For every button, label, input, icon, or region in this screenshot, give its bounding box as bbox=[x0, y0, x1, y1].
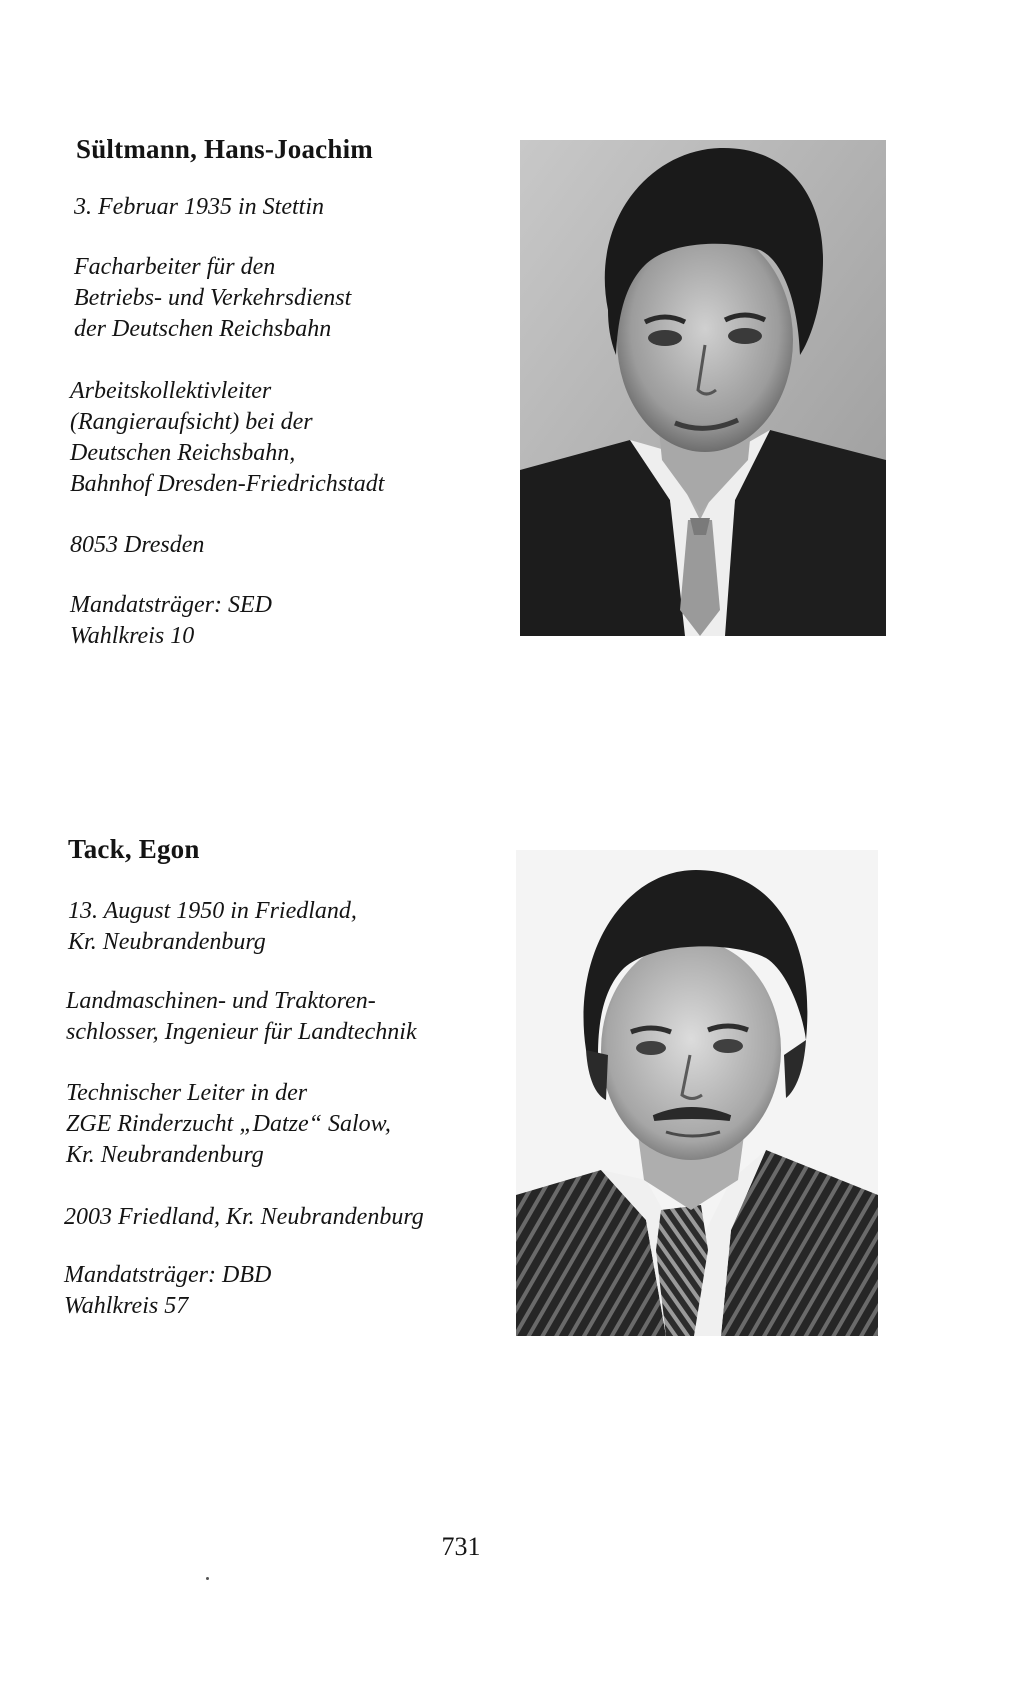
position-line: ZGE Rinderzucht „Datze“ Salow, bbox=[66, 1111, 391, 1137]
portrait-photo-icon bbox=[516, 850, 878, 1336]
mandate-line: Wahlkreis 10 bbox=[70, 623, 195, 649]
birth-line: Kr. Neubrandenburg bbox=[68, 929, 266, 955]
residence-line: 8053 Dresden bbox=[70, 532, 205, 558]
entry-birth bbox=[68, 896, 357, 958]
training-line: Facharbeiter für den bbox=[74, 254, 276, 280]
entry-mandate bbox=[70, 590, 272, 652]
entry-birth bbox=[74, 192, 324, 223]
entry-residence bbox=[70, 530, 204, 561]
entry-position bbox=[70, 376, 384, 500]
position-line: (Rangieraufsicht) bei der bbox=[70, 409, 313, 435]
entry-residence bbox=[64, 1202, 424, 1233]
position-line: Kr. Neubrandenburg bbox=[66, 1142, 264, 1168]
training-line: der Deutschen Reichsbahn bbox=[74, 316, 332, 342]
page-number: 731 bbox=[441, 1532, 481, 1561]
position-line: Arbeitskollektivleiter bbox=[70, 378, 272, 404]
position-line: Deutschen Reichsbahn, bbox=[70, 440, 296, 466]
mandate-line: Mandatsträger: SED bbox=[70, 592, 272, 618]
mandate-line: Wahlkreis 57 bbox=[64, 1293, 189, 1319]
training-line: Landmaschinen- und Traktoren- bbox=[66, 988, 376, 1014]
position-line: Technischer Leiter in der bbox=[66, 1080, 308, 1106]
entry-name: Tack, Egon bbox=[68, 834, 200, 864]
position-line: Bahnhof Dresden-Friedrichstadt bbox=[70, 471, 385, 497]
portrait-photo-icon bbox=[520, 140, 886, 636]
training-line: schlosser, Ingenieur für Landtechnik bbox=[66, 1019, 417, 1045]
entry-training bbox=[74, 252, 351, 345]
residence-line: 2003 Friedland, Kr. Neubrandenburg bbox=[64, 1204, 424, 1230]
scan-speck bbox=[206, 1577, 209, 1580]
entry-position bbox=[66, 1078, 391, 1171]
entry-training bbox=[66, 986, 417, 1048]
entry-mandate bbox=[64, 1260, 271, 1322]
entry-name: Sültmann, Hans-Joachim bbox=[76, 134, 373, 164]
mandate-line: Mandatsträger: DBD bbox=[64, 1262, 272, 1288]
birth-line: 3. Februar 1935 in Stettin bbox=[74, 194, 324, 220]
training-line: Betriebs- und Verkehrsdienst bbox=[74, 285, 352, 311]
birth-line: 13. August 1950 in Friedland, bbox=[68, 898, 357, 924]
